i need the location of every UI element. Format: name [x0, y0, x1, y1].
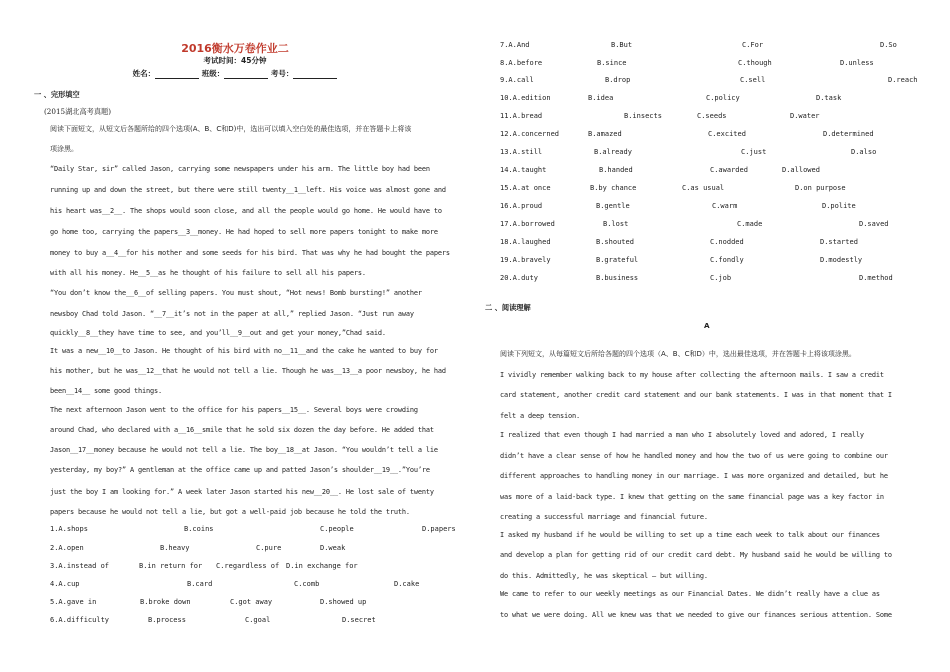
source-note: (2015湖北高考真题) — [44, 107, 112, 116]
option-c[interactable]: C.got away — [230, 598, 273, 606]
option-d[interactable]: D.secret — [342, 616, 376, 624]
number-blank[interactable] — [293, 70, 337, 79]
cloze-line: running up and down the street, but there were still twenty__1__left. His voice was almost gone and — [50, 186, 446, 194]
option-d[interactable]: D.on purpose — [795, 184, 846, 192]
option-c[interactable]: C.job — [710, 274, 732, 282]
name-label: 姓名： — [132, 69, 156, 78]
option-c[interactable]: C.made — [737, 220, 763, 228]
option-a[interactable]: 12.A.concerned — [500, 130, 560, 138]
reading-line: I vividly remember walking back to my house after collecting the afternoon mails. I saw a credit — [500, 371, 884, 379]
option-d[interactable]: D.modestly — [820, 256, 863, 264]
option-a[interactable]: 5.A.gave in — [50, 598, 97, 606]
option-a[interactable]: 15.A.at once — [500, 184, 551, 192]
option-c[interactable]: C.goal — [245, 616, 271, 624]
option-a[interactable]: 7.A.And — [500, 41, 530, 49]
option-a[interactable]: 8.A.before — [500, 59, 543, 67]
option-c[interactable]: C.comb — [294, 580, 320, 588]
option-c[interactable]: C.For — [742, 41, 764, 49]
option-c[interactable]: C.policy — [706, 94, 740, 102]
option-c[interactable]: C.sell — [740, 76, 766, 84]
option-d[interactable]: D.determined — [823, 130, 874, 138]
option-d[interactable]: D.method — [859, 274, 893, 282]
section-heading-cloze: 一 、完形填空 — [34, 90, 80, 99]
option-c[interactable]: C.nodded — [710, 238, 744, 246]
reading-line: I realized that even though I had married a man who I absolutely loved and adored, I really — [500, 431, 864, 439]
option-a[interactable]: 16.A.proud — [500, 202, 543, 210]
option-d[interactable]: D.in exchange for — [286, 562, 358, 570]
option-b[interactable]: B.drop — [605, 76, 631, 84]
name-blank[interactable] — [155, 70, 199, 79]
reading-line: We came to refer to our weekly meetings as our Financial Dates. We didn’t really have a clue as — [500, 590, 880, 598]
cloze-line: quickly__8__they have time to see, and you’ll__9__out and get your money,”Chad said. — [50, 329, 386, 337]
option-c[interactable]: C.warm — [712, 202, 738, 210]
option-c[interactable]: C.just — [741, 148, 767, 156]
option-a[interactable]: 17.A.borrowed — [500, 220, 555, 228]
option-b[interactable]: B.business — [596, 274, 639, 282]
option-b[interactable]: B.idea — [588, 94, 614, 102]
cloze-line: The next afternoon Jason went to the office for his papers__15__. Several boys were crowding — [50, 406, 418, 414]
cloze-line: just the boy I am looking for.” A week later Jason started his new__20__. He lost sale of twenty — [50, 488, 434, 496]
option-b[interactable]: B.insects — [624, 112, 662, 120]
option-a[interactable]: 11.A.bread — [500, 112, 543, 120]
option-c[interactable]: C.though — [738, 59, 772, 67]
option-b[interactable]: B.lost — [603, 220, 629, 228]
passage-letter: A — [704, 321, 710, 330]
class-label: 班级： — [201, 69, 225, 78]
option-d[interactable]: D.saved — [859, 220, 889, 228]
option-b[interactable]: B.shouted — [596, 238, 634, 246]
reading-line: card statement, another credit card statement and our bank statements. I was in that moment that I — [500, 391, 892, 399]
option-b[interactable]: B.But — [611, 41, 633, 49]
option-d[interactable]: D.task — [816, 94, 842, 102]
section-heading-reading: 二 、阅读理解 — [485, 303, 531, 312]
option-c[interactable]: C.awarded — [710, 166, 748, 174]
option-b[interactable]: B.grateful — [596, 256, 639, 264]
cloze-line: “Daily Star, sir” called Jason, carrying some newspapers under his arm. The little boy had been — [50, 165, 430, 173]
reading-instruction: 阅读下列短文，从每篇短文后所给各题的四个选项（A、B、C和D）中，选出最佳选项，并在答题卡上将该项涂黑。 — [500, 350, 856, 358]
option-b[interactable]: B.broke down — [140, 598, 191, 606]
option-a[interactable]: 10.A.edition — [500, 94, 551, 102]
cloze-line: around Chad, who declared with a__16__smile that he sold six dozen the day before. He added that — [50, 426, 434, 434]
cloze-line: papers because he would not tell a lie, but got a well-paid job because he told the truth. — [50, 508, 410, 516]
option-b[interactable]: B.card — [187, 580, 213, 588]
cloze-line: It was a new__10__to Jason. He thought of his bird with no__11__and the cake he wanted to buy for — [50, 347, 438, 355]
reading-line: different approaches to handling money in our marriage. I was more organized and detailed, but he — [500, 472, 888, 480]
reading-line: was more of a laid-back type. I knew that getting on the same financial page was a key factor in — [500, 493, 884, 501]
option-d[interactable]: D.water — [790, 112, 820, 120]
option-c[interactable]: C.as usual — [682, 184, 725, 192]
option-a[interactable]: 18.A.laughed — [500, 238, 551, 246]
reading-line: and develop a plan for getting rid of our credit card debt. My husband said he would be willing to — [500, 551, 892, 559]
option-d[interactable]: D.cake — [394, 580, 420, 588]
option-d[interactable]: D.started — [820, 238, 858, 246]
option-a[interactable]: 2.A.open — [50, 544, 84, 552]
option-d[interactable]: D.also — [851, 148, 877, 156]
option-a[interactable]: 6.A.difficulty — [50, 616, 110, 624]
cloze-line: “You don’t know the__6__of selling papers. You must shout, “Hot news! Bomb bursting!” another — [50, 289, 422, 297]
option-a[interactable]: 4.A.cup — [50, 580, 80, 588]
option-b[interactable]: B.by chance — [590, 184, 637, 192]
option-c[interactable]: C.excited — [708, 130, 746, 138]
option-d[interactable]: D.polite — [822, 202, 856, 210]
option-d[interactable]: D.reach — [888, 76, 918, 84]
option-d[interactable]: D.So — [880, 41, 897, 49]
option-d[interactable]: D.unless — [840, 59, 874, 67]
reading-line: I asked my husband if he would be willing to set up a time each week to talk about our finances — [500, 531, 880, 539]
option-c[interactable]: C.fondly — [710, 256, 744, 264]
cloze-line: been__14__ some good things. — [50, 387, 162, 395]
option-a[interactable]: 14.A.taught — [500, 166, 547, 174]
option-a[interactable]: 13.A.still — [500, 148, 543, 156]
option-b[interactable]: B.coins — [184, 525, 214, 533]
reading-line: didn’t have a clear sense of how he handled money and how the two of us were going to combine our — [500, 452, 888, 460]
exam-time: 考试时间：45分钟 — [203, 56, 267, 65]
reading-line: to what we were doing. All we knew was that we needed to give our finances serious attention. Some — [500, 611, 892, 619]
cloze-line: with all his money. He__5__as he thought of his failure to sell all his papers. — [50, 269, 366, 277]
option-d[interactable]: D.showed up — [320, 598, 367, 606]
cloze-line: money to buy a__4__for his mother and some seeds for his bird. That was why he had bought the papers — [50, 249, 450, 257]
option-a[interactable]: 20.A.duty — [500, 274, 538, 282]
option-a[interactable]: 3.A.instead of — [50, 562, 110, 570]
option-c[interactable]: C.people — [320, 525, 354, 533]
class-blank[interactable] — [224, 70, 268, 79]
option-c[interactable]: C.seeds — [697, 112, 727, 120]
exam-title: 2016衡水万卷作业二 — [181, 42, 289, 55]
cloze-line: his mother, but he was__12__that he would not tell a lie. Though he was__13__a poor newsboy, he had — [50, 367, 446, 375]
cloze-line: Jason__17__money because he would not tell a lie. The boy__18__at Jason. “You wouldn’t tell a lie — [50, 446, 438, 454]
cloze-line: yesterday, my boy?” A gentleman at the office came up and patted Jason’s shoulder__19__.”You’re — [50, 466, 430, 474]
option-c[interactable]: C.pure — [256, 544, 282, 552]
option-d[interactable]: D.allowed — [782, 166, 820, 174]
cloze-line: his heart was__2__. The shops would soon close, and all the people would go home. He would have to — [50, 207, 442, 215]
option-b[interactable]: B.in return for — [139, 562, 203, 570]
option-b[interactable]: B.gentle — [596, 202, 630, 210]
reading-line: creating a successful marriage and financial future. — [500, 513, 708, 521]
option-d[interactable]: D.weak — [320, 544, 346, 552]
reading-line: felt a deep tension. — [500, 412, 580, 420]
option-b[interactable]: B.already — [594, 148, 632, 156]
number-label: 考号： — [270, 69, 294, 78]
option-a[interactable]: 19.A.bravely — [500, 256, 551, 264]
cloze-line: go home too, carrying the papers__3__money. He had hoped to sell more papers tonight to make more — [50, 228, 438, 236]
option-b[interactable]: B.process — [148, 616, 186, 624]
instruction-line-2: 项涂黑。 — [50, 145, 78, 153]
cloze-line: newsboy Chad told Jason. “__7__it’s not in the paper at all,” replied Jason. “Just run away — [50, 310, 414, 318]
instruction-line-1: 阅读下面短文，从短文后各题所给的四个选项(A、B、C和D)中，选出可以填入空白处的最佳选项，并在答题卡上将该 — [50, 125, 412, 133]
student-info-line — [0, 68, 470, 79]
option-b[interactable]: B.since — [597, 59, 627, 67]
option-d[interactable]: D.papers — [422, 525, 456, 533]
option-b[interactable]: B.handed — [599, 166, 633, 174]
option-b[interactable]: B.heavy — [160, 544, 190, 552]
option-c[interactable]: C.regardless of — [216, 562, 280, 570]
reading-line: do this. Admittedly, he was skeptical — but willing. — [500, 572, 708, 580]
option-a[interactable]: 9.A.call — [500, 76, 534, 84]
option-a[interactable]: 1.A.shops — [50, 525, 88, 533]
option-b[interactable]: B.amazed — [588, 130, 622, 138]
